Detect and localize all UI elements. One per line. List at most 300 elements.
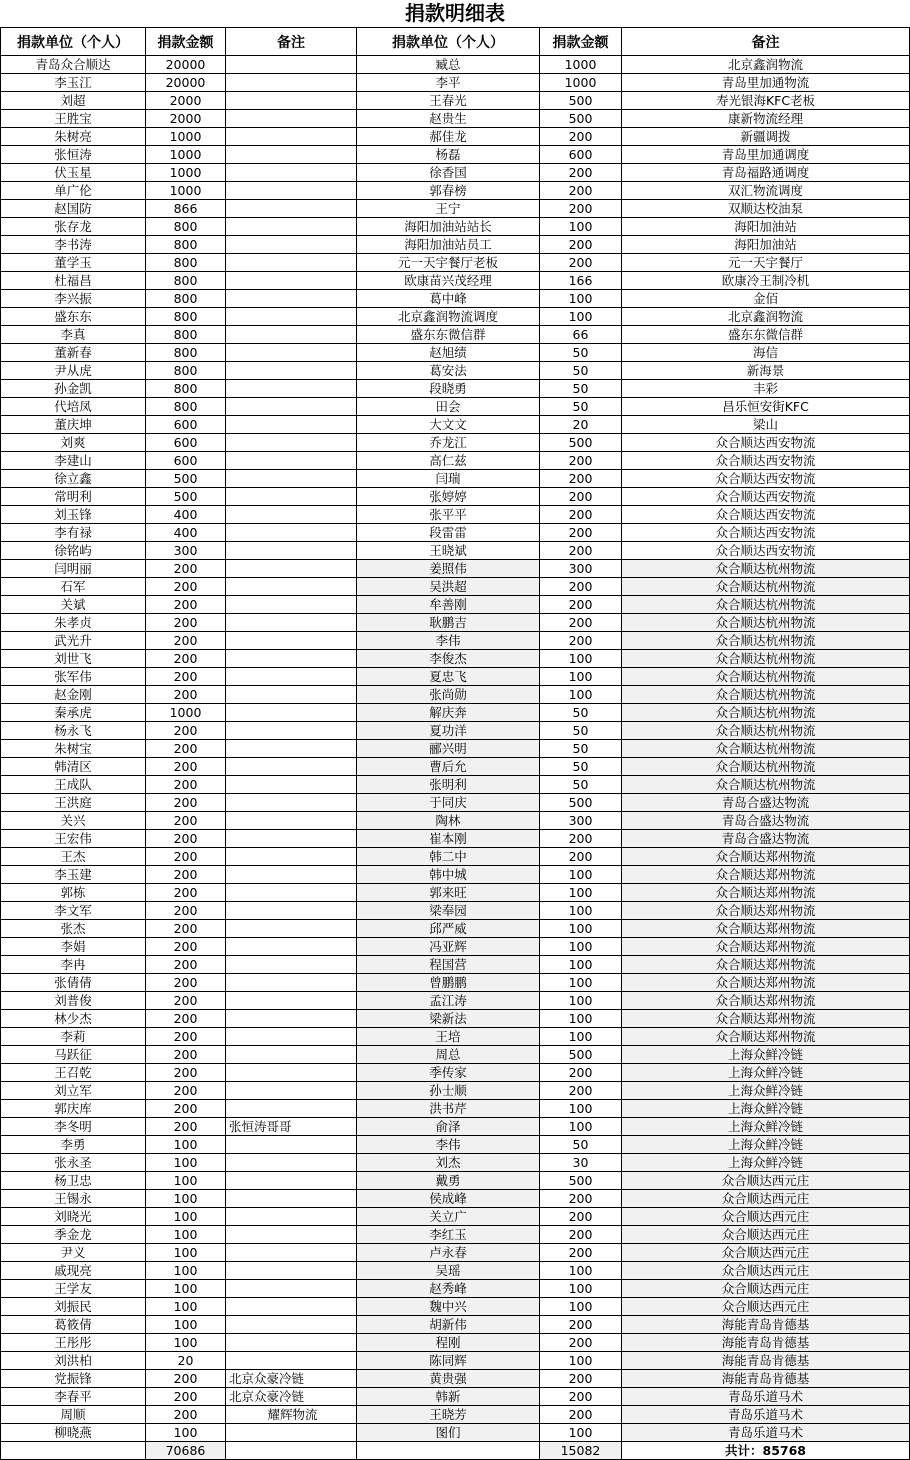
cell-donor-right: 郭春榜 xyxy=(357,182,540,200)
cell-amount-left: 600 xyxy=(146,434,226,452)
cell-note-left xyxy=(226,416,357,434)
cell-amount-right: 200 xyxy=(540,632,622,650)
cell-note-left xyxy=(226,722,357,740)
cell-amount-right: 100 xyxy=(540,668,622,686)
table-row xyxy=(1,1118,910,1136)
cell-amount-right: 200 xyxy=(540,1388,622,1406)
cell-note-right: 众合顺达杭州物流 xyxy=(622,722,910,740)
table-row xyxy=(1,758,910,776)
table-row xyxy=(1,1334,910,1352)
cell-donor-right: 于同庆 xyxy=(357,794,540,812)
cell-note-left: 北京众豪冷链 xyxy=(226,1388,357,1406)
cell-donor-right: 徐香国 xyxy=(357,164,540,182)
table-row xyxy=(1,254,910,272)
cell-amount-left: 2000 xyxy=(146,110,226,128)
cell-note-left xyxy=(226,1100,357,1118)
cell-amount-right: 100 xyxy=(540,1262,622,1280)
cell-note-left xyxy=(226,596,357,614)
table-row xyxy=(1,794,910,812)
cell-amount-right: 200 xyxy=(540,830,622,848)
cell-amount-left: 100 xyxy=(146,1154,226,1172)
cell-amount-left: 1000 xyxy=(146,146,226,164)
cell-donor-right: 郦兴明 xyxy=(357,740,540,758)
cell-amount-left: 100 xyxy=(146,1172,226,1190)
cell-donor-left: 朱树宝 xyxy=(1,740,146,758)
cell-donor-left: 张倩倩 xyxy=(1,974,146,992)
cell-note-left xyxy=(226,1208,357,1226)
cell-donor-right: 欧康苗兴茂经理 xyxy=(357,272,540,290)
cell-note-right: 众合顺达杭州物流 xyxy=(622,776,910,794)
cell-note-left: 耀辉物流 xyxy=(226,1406,357,1424)
cell-donor-left: 董新春 xyxy=(1,344,146,362)
cell-amount-right: 200 xyxy=(540,1082,622,1100)
cell-note-right: 众合顺达杭州物流 xyxy=(622,668,910,686)
cell-note-right: 海能青岛肯德基 xyxy=(622,1334,910,1352)
cell-note-right: 众合顺达西元庄 xyxy=(622,1226,910,1244)
cell-amount-left: 200 xyxy=(146,614,226,632)
cell-donor-right: 王晓芳 xyxy=(357,1406,540,1424)
table-row xyxy=(1,830,910,848)
cell-amount-right: 1000 xyxy=(540,74,622,92)
cell-donor-left: 徐立鑫 xyxy=(1,470,146,488)
cell-donor-left: 党振锋 xyxy=(1,1370,146,1388)
cell-note-right: 众合顺达西元庄 xyxy=(622,1190,910,1208)
cell-amount-right: 200 xyxy=(540,1370,622,1388)
cell-amount-left: 200 xyxy=(146,722,226,740)
table-row xyxy=(1,506,910,524)
cell-donor-right: 陶林 xyxy=(357,812,540,830)
cell-note-right: 众合顺达西安物流 xyxy=(622,470,910,488)
cell-donor-right: 卢永春 xyxy=(357,1244,540,1262)
table-row xyxy=(1,668,910,686)
table-row xyxy=(1,1208,910,1226)
table-row xyxy=(1,812,910,830)
cell-donor-left: 张存龙 xyxy=(1,218,146,236)
cell-donor-left: 代培凤 xyxy=(1,398,146,416)
cell-note-left xyxy=(226,956,357,974)
cell-amount-right: 200 xyxy=(540,1208,622,1226)
cell-note-right: 海能青岛肯德基 xyxy=(622,1352,910,1370)
cell-note-right: 众合顺达郑州物流 xyxy=(622,1010,910,1028)
cell-donor-right: 赵旭绩 xyxy=(357,344,540,362)
table-row xyxy=(1,740,910,758)
cell-note-right: 上海众鲜冷链 xyxy=(622,1064,910,1082)
table-row xyxy=(1,146,910,164)
cell-note-right: 众合顺达郑州物流 xyxy=(622,992,910,1010)
cell-note-left xyxy=(226,974,357,992)
cell-note-left: 北京众豪冷链 xyxy=(226,1370,357,1388)
sheet-title: 捐款明细表 xyxy=(405,1,505,25)
table-row xyxy=(1,1100,910,1118)
cell-note-left xyxy=(226,1298,357,1316)
cell-amount-right: 100 xyxy=(540,218,622,236)
cell-note-right: 众合顺达杭州物流 xyxy=(622,650,910,668)
cell-donor-left: 董庆坤 xyxy=(1,416,146,434)
cell-note-left xyxy=(226,1082,357,1100)
cell-note-right: 众合顺达郑州物流 xyxy=(622,866,910,884)
cell-note-right: 新疆调拨 xyxy=(622,128,910,146)
header-amount-left: 捐款金额 xyxy=(146,28,226,56)
cell-donor-right: 张明利 xyxy=(357,776,540,794)
cell-note-left xyxy=(226,398,357,416)
cell-note-right: 众合顺达杭州物流 xyxy=(622,578,910,596)
cell-donor-left: 尹从虎 xyxy=(1,362,146,380)
donation-table xyxy=(0,27,910,1460)
table-row xyxy=(1,1010,910,1028)
header-donor-left: 捐款单位（个人） xyxy=(1,28,146,56)
cell-donor-right: 曾鹏鹏 xyxy=(357,974,540,992)
cell-donor-left: 郭庆库 xyxy=(1,1100,146,1118)
total-note-left xyxy=(226,1442,357,1460)
cell-donor-right: 李红玉 xyxy=(357,1226,540,1244)
cell-note-right: 青岛里加通物流 xyxy=(622,74,910,92)
cell-amount-right: 200 xyxy=(540,524,622,542)
table-row xyxy=(1,956,910,974)
cell-note-right: 青岛福路通调度 xyxy=(622,164,910,182)
cell-note-left xyxy=(226,56,357,74)
cell-note-left xyxy=(226,1424,357,1442)
cell-note-right: 康新物流经理 xyxy=(622,110,910,128)
cell-amount-right: 500 xyxy=(540,92,622,110)
cell-note-left xyxy=(226,362,357,380)
cell-donor-left: 张军伟 xyxy=(1,668,146,686)
cell-amount-left: 200 xyxy=(146,686,226,704)
cell-amount-right: 100 xyxy=(540,902,622,920)
cell-donor-left: 秦承虎 xyxy=(1,704,146,722)
header-note-right: 备注 xyxy=(622,28,910,56)
cell-amount-right: 100 xyxy=(540,1010,622,1028)
cell-note-left xyxy=(226,650,357,668)
cell-donor-right: 大文文 xyxy=(357,416,540,434)
cell-donor-right: 李伟 xyxy=(357,1136,540,1154)
cell-amount-left: 200 xyxy=(146,1100,226,1118)
cell-donor-right: 洪书芹 xyxy=(357,1100,540,1118)
cell-amount-left: 200 xyxy=(146,668,226,686)
table-row xyxy=(1,902,910,920)
cell-note-right: 新海景 xyxy=(622,362,910,380)
cell-donor-left: 王锡永 xyxy=(1,1190,146,1208)
cell-note-left xyxy=(226,884,357,902)
cell-note-right: 海信 xyxy=(622,344,910,362)
cell-donor-right: 葛安法 xyxy=(357,362,540,380)
table-row xyxy=(1,290,910,308)
cell-amount-right: 66 xyxy=(540,326,622,344)
header-row xyxy=(1,28,910,56)
cell-amount-left: 100 xyxy=(146,1424,226,1442)
table-row xyxy=(1,686,910,704)
cell-donor-right: 王晓斌 xyxy=(357,542,540,560)
cell-note-left xyxy=(226,1190,357,1208)
cell-note-left xyxy=(226,272,357,290)
cell-amount-right: 166 xyxy=(540,272,622,290)
cell-note-right: 众合顺达郑州物流 xyxy=(622,1028,910,1046)
cell-note-left: 张恒涛哥哥 xyxy=(226,1118,357,1136)
cell-note-right: 众合顺达杭州物流 xyxy=(622,632,910,650)
cell-donor-left: 王彤彤 xyxy=(1,1334,146,1352)
cell-amount-left: 300 xyxy=(146,542,226,560)
cell-donor-left: 王洪庭 xyxy=(1,794,146,812)
cell-donor-left: 韩清区 xyxy=(1,758,146,776)
cell-donor-right: 邱严威 xyxy=(357,920,540,938)
table-row xyxy=(1,1136,910,1154)
cell-note-right: 众合顺达西安物流 xyxy=(622,506,910,524)
cell-amount-left: 200 xyxy=(146,866,226,884)
cell-donor-right: 海阳加油站员工 xyxy=(357,236,540,254)
cell-note-left xyxy=(226,1010,357,1028)
cell-amount-right: 50 xyxy=(540,362,622,380)
cell-amount-right: 200 xyxy=(540,1226,622,1244)
cell-amount-left: 200 xyxy=(146,830,226,848)
cell-donor-right: 姜照伟 xyxy=(357,560,540,578)
cell-note-right: 上海众鲜冷链 xyxy=(622,1082,910,1100)
cell-amount-right: 1000 xyxy=(540,56,622,74)
cell-note-right: 众合顺达杭州物流 xyxy=(622,614,910,632)
cell-amount-left: 200 xyxy=(146,1010,226,1028)
cell-note-right: 海阳加油站 xyxy=(622,218,910,236)
cell-donor-left: 李勇 xyxy=(1,1136,146,1154)
cell-amount-left: 200 xyxy=(146,848,226,866)
cell-donor-right: 赵秀峰 xyxy=(357,1280,540,1298)
cell-donor-left: 赵国防 xyxy=(1,200,146,218)
cell-donor-left: 张杰 xyxy=(1,920,146,938)
cell-note-right: 众合顺达西安物流 xyxy=(622,542,910,560)
cell-donor-right: 孟江涛 xyxy=(357,992,540,1010)
cell-note-right: 众合顺达杭州物流 xyxy=(622,596,910,614)
cell-amount-right: 100 xyxy=(540,866,622,884)
cell-note-right: 众合顺达郑州物流 xyxy=(622,902,910,920)
cell-amount-left: 200 xyxy=(146,1082,226,1100)
cell-amount-left: 200 xyxy=(146,1064,226,1082)
cell-note-right: 众合顺达西元庄 xyxy=(622,1262,910,1280)
table-row xyxy=(1,416,910,434)
table-row xyxy=(1,1028,910,1046)
total-label-left xyxy=(1,1442,146,1460)
cell-amount-left: 100 xyxy=(146,1280,226,1298)
cell-donor-left: 李兴振 xyxy=(1,290,146,308)
cell-amount-right: 100 xyxy=(540,956,622,974)
cell-note-right: 众合顺达西元庄 xyxy=(622,1298,910,1316)
cell-amount-right: 200 xyxy=(540,470,622,488)
cell-amount-left: 1000 xyxy=(146,182,226,200)
cell-amount-right: 200 xyxy=(540,1316,622,1334)
cell-donor-right: 程国营 xyxy=(357,956,540,974)
cell-amount-left: 1000 xyxy=(146,128,226,146)
cell-note-left xyxy=(226,542,357,560)
cell-amount-left: 200 xyxy=(146,560,226,578)
cell-donor-left: 王宏伟 xyxy=(1,830,146,848)
cell-donor-right: 田会 xyxy=(357,398,540,416)
cell-amount-left: 400 xyxy=(146,524,226,542)
cell-note-right: 众合顺达西安物流 xyxy=(622,434,910,452)
cell-note-right: 众合顺达郑州物流 xyxy=(622,920,910,938)
cell-amount-left: 600 xyxy=(146,452,226,470)
table-row xyxy=(1,1388,910,1406)
cell-amount-left: 200 xyxy=(146,992,226,1010)
table-row xyxy=(1,524,910,542)
cell-donor-right: 李平 xyxy=(357,74,540,92)
cell-amount-right: 200 xyxy=(540,128,622,146)
cell-amount-left: 200 xyxy=(146,740,226,758)
cell-donor-left: 朱树亮 xyxy=(1,128,146,146)
cell-amount-right: 500 xyxy=(540,1172,622,1190)
cell-donor-left: 季金龙 xyxy=(1,1226,146,1244)
cell-amount-left: 866 xyxy=(146,200,226,218)
cell-amount-left: 200 xyxy=(146,974,226,992)
cell-donor-left: 单广伦 xyxy=(1,182,146,200)
cell-donor-right: 郝佳龙 xyxy=(357,128,540,146)
header-donor-right: 捐款单位（个人） xyxy=(357,28,540,56)
table-row xyxy=(1,74,910,92)
cell-amount-right: 500 xyxy=(540,434,622,452)
cell-amount-left: 200 xyxy=(146,632,226,650)
cell-donor-right: 刘杰 xyxy=(357,1154,540,1172)
cell-amount-left: 100 xyxy=(146,1190,226,1208)
cell-note-left xyxy=(226,704,357,722)
cell-amount-right: 100 xyxy=(540,650,622,668)
cell-amount-right: 100 xyxy=(540,1298,622,1316)
cell-amount-right: 200 xyxy=(540,452,622,470)
cell-donor-left: 李文军 xyxy=(1,902,146,920)
cell-amount-left: 200 xyxy=(146,776,226,794)
cell-amount-right: 200 xyxy=(540,542,622,560)
cell-note-right: 众合顺达西安物流 xyxy=(622,524,910,542)
cell-amount-left: 2000 xyxy=(146,92,226,110)
total-label-right xyxy=(357,1442,540,1460)
cell-amount-left: 20000 xyxy=(146,74,226,92)
cell-donor-right: 吴瑶 xyxy=(357,1262,540,1280)
cell-donor-right: 季传家 xyxy=(357,1064,540,1082)
table-row xyxy=(1,272,910,290)
cell-amount-left: 800 xyxy=(146,254,226,272)
header-amount-right: 捐款金额 xyxy=(540,28,622,56)
cell-note-left xyxy=(226,992,357,1010)
cell-amount-left: 800 xyxy=(146,326,226,344)
cell-donor-right: 盛东东微信群 xyxy=(357,326,540,344)
cell-note-left xyxy=(226,1334,357,1352)
table-row xyxy=(1,632,910,650)
right-sum: 15082 xyxy=(540,1442,622,1460)
cell-amount-right: 100 xyxy=(540,938,622,956)
table-row xyxy=(1,938,910,956)
cell-note-right: 众合顺达郑州物流 xyxy=(622,956,910,974)
cell-amount-right: 50 xyxy=(540,1136,622,1154)
cell-donor-right: 解庆奔 xyxy=(357,704,540,722)
cell-note-right: 丰彩 xyxy=(622,380,910,398)
table-row xyxy=(1,434,910,452)
cell-donor-right: 闫瑞 xyxy=(357,470,540,488)
cell-donor-right: 杨磊 xyxy=(357,146,540,164)
cell-amount-right: 200 xyxy=(540,1406,622,1424)
cell-note-right: 众合顺达西元庄 xyxy=(622,1208,910,1226)
cell-amount-right: 50 xyxy=(540,776,622,794)
cell-donor-left: 李冬明 xyxy=(1,1118,146,1136)
cell-amount-left: 200 xyxy=(146,1370,226,1388)
cell-amount-left: 200 xyxy=(146,920,226,938)
cell-amount-left: 800 xyxy=(146,290,226,308)
cell-donor-left: 李有禄 xyxy=(1,524,146,542)
table-row xyxy=(1,1316,910,1334)
table-row xyxy=(1,848,910,866)
table-row xyxy=(1,452,910,470)
table-row xyxy=(1,236,910,254)
header-note-left: 备注 xyxy=(226,28,357,56)
cell-donor-right: 夏忠飞 xyxy=(357,668,540,686)
cell-note-left xyxy=(226,254,357,272)
cell-amount-left: 200 xyxy=(146,758,226,776)
cell-note-right: 海能青岛肯德基 xyxy=(622,1316,910,1334)
table-row xyxy=(1,200,910,218)
cell-note-right: 众合顺达郑州物流 xyxy=(622,884,910,902)
cell-note-right: 众合顺达西安物流 xyxy=(622,488,910,506)
cell-amount-right: 300 xyxy=(540,812,622,830)
cell-amount-right: 100 xyxy=(540,1352,622,1370)
cell-note-left xyxy=(226,470,357,488)
cell-donor-left: 石军 xyxy=(1,578,146,596)
cell-amount-right: 50 xyxy=(540,380,622,398)
cell-amount-right: 300 xyxy=(540,560,622,578)
cell-note-left xyxy=(226,326,357,344)
cell-donor-left: 刘振民 xyxy=(1,1298,146,1316)
cell-donor-left: 杜福昌 xyxy=(1,272,146,290)
cell-amount-left: 800 xyxy=(146,344,226,362)
cell-note-left xyxy=(226,1046,357,1064)
cell-note-left xyxy=(226,128,357,146)
cell-amount-left: 800 xyxy=(146,398,226,416)
cell-donor-left: 李真 xyxy=(1,326,146,344)
cell-amount-left: 500 xyxy=(146,488,226,506)
cell-note-right: 海阳加油站 xyxy=(622,236,910,254)
cell-note-right: 青岛合盛达物流 xyxy=(622,830,910,848)
cell-donor-left: 盛东东 xyxy=(1,308,146,326)
cell-amount-left: 200 xyxy=(146,1388,226,1406)
cell-donor-left: 周顺 xyxy=(1,1406,146,1424)
cell-amount-right: 100 xyxy=(540,1280,622,1298)
cell-amount-left: 20 xyxy=(146,1352,226,1370)
cell-amount-right: 50 xyxy=(540,344,622,362)
cell-note-right: 元一天宇餐厅 xyxy=(622,254,910,272)
cell-amount-right: 600 xyxy=(540,146,622,164)
cell-note-right: 众合顺达西元庄 xyxy=(622,1244,910,1262)
table-row xyxy=(1,488,910,506)
cell-note-right: 青岛合盛达物流 xyxy=(622,812,910,830)
cell-donor-right: 魏中兴 xyxy=(357,1298,540,1316)
table-row xyxy=(1,380,910,398)
table-row xyxy=(1,398,910,416)
cell-note-left xyxy=(226,524,357,542)
cell-note-right: 众合顺达杭州物流 xyxy=(622,704,910,722)
cell-donor-left: 戚现亮 xyxy=(1,1262,146,1280)
cell-note-right: 上海众鲜冷链 xyxy=(622,1046,910,1064)
cell-note-left xyxy=(226,902,357,920)
cell-note-left xyxy=(226,668,357,686)
cell-donor-right: 周总 xyxy=(357,1046,540,1064)
cell-donor-left: 刘普俊 xyxy=(1,992,146,1010)
cell-note-right: 梁山 xyxy=(622,416,910,434)
cell-donor-right: 韩新 xyxy=(357,1388,540,1406)
cell-amount-left: 100 xyxy=(146,1244,226,1262)
table-row xyxy=(1,326,910,344)
table-row xyxy=(1,866,910,884)
cell-donor-right: 黄贵强 xyxy=(357,1370,540,1388)
cell-donor-left: 王成队 xyxy=(1,776,146,794)
cell-amount-left: 200 xyxy=(146,1028,226,1046)
table-row xyxy=(1,1046,910,1064)
cell-donor-right: 侯成峰 xyxy=(357,1190,540,1208)
cell-donor-right: 高仁兹 xyxy=(357,452,540,470)
cell-amount-left: 200 xyxy=(146,578,226,596)
cell-note-left xyxy=(226,452,357,470)
cell-donor-right: 程刚 xyxy=(357,1334,540,1352)
